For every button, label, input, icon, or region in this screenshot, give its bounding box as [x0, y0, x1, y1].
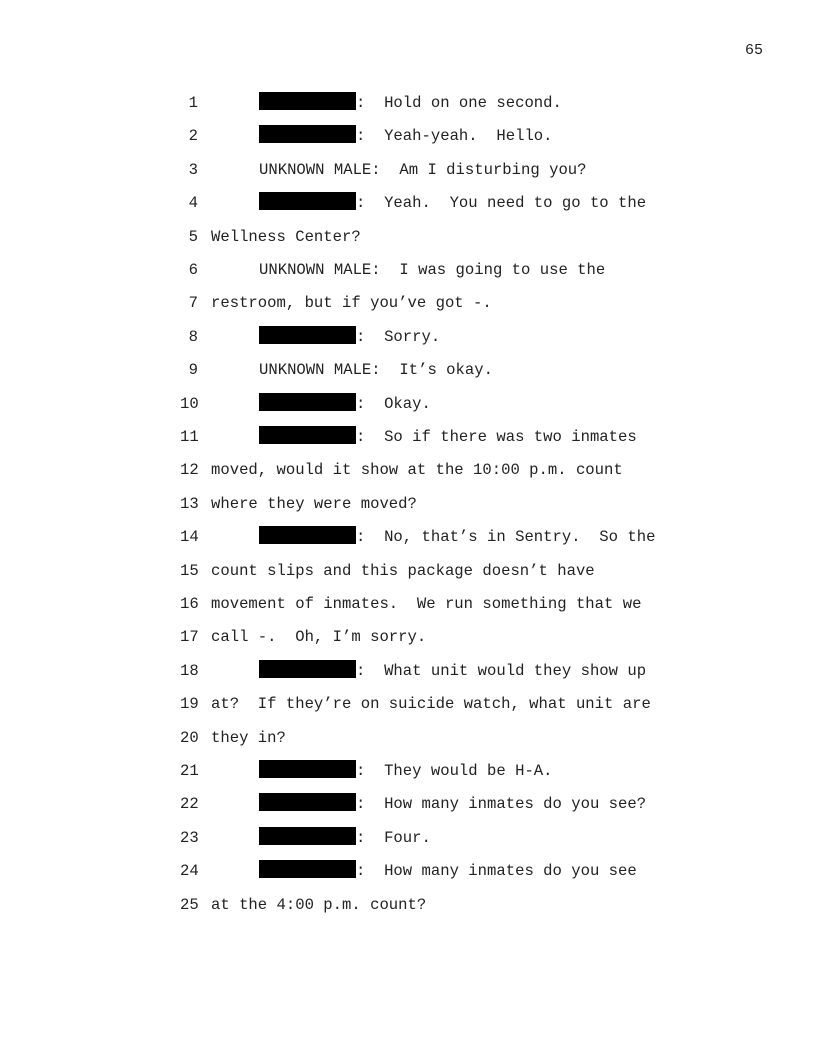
transcript-line: [0, 90, 816, 120]
transcript-line: [0, 858, 816, 888]
line-text-container: [259, 524, 655, 550]
line-text-container: [211, 624, 426, 650]
line-number: 17: [180, 628, 199, 647]
redacted-speaker-name: [259, 526, 356, 544]
line-text: call -. Oh, I’m sorry.: [211, 628, 427, 647]
redacted-speaker-name: [259, 660, 356, 678]
transcript-line: [0, 524, 816, 554]
line-number: 21: [180, 762, 199, 780]
transcript-line: [0, 892, 816, 922]
line-text: : No, that’s in Sentry. So the: [356, 528, 656, 547]
transcript-line: [0, 190, 816, 220]
line-text: : They would be H-A.: [356, 762, 553, 780]
line-text-container: [211, 691, 651, 717]
line-text: : What unit would they show up: [356, 661, 647, 680]
transcript-line: [0, 290, 816, 320]
line-text: : Okay.: [356, 394, 431, 413]
line-number: 23: [180, 828, 199, 847]
line-number: 9: [188, 361, 198, 380]
transcript-line: [0, 123, 816, 153]
line-text-container: [259, 758, 553, 784]
line-text: : Sorry.: [356, 327, 441, 346]
transcript-line: [0, 758, 816, 788]
line-text-container: [259, 157, 587, 183]
line-text-container: [259, 391, 431, 417]
line-text: : So if there was two inmates: [356, 428, 637, 446]
line-text-container: [259, 123, 553, 149]
line-number: 22: [180, 795, 199, 814]
transcript-line: [0, 424, 816, 454]
transcript-line: [0, 357, 816, 387]
line-number: 16: [180, 595, 199, 613]
line-text: UNKNOWN MALE: I was going to use the: [259, 261, 606, 279]
line-number: 19: [180, 695, 199, 714]
line-text: Wellness Center?: [211, 227, 361, 246]
line-text: at the 4:00 p.m. count?: [211, 895, 427, 914]
line-text-container: [259, 858, 637, 884]
line-number: 7: [188, 294, 198, 313]
line-number: 20: [180, 728, 199, 747]
redacted-speaker-name: [259, 192, 356, 210]
transcript-line: [0, 658, 816, 688]
redacted-speaker-name: [259, 860, 356, 878]
line-text: : Yeah. You need to go to the: [356, 194, 647, 213]
transcript-line: [0, 224, 816, 254]
line-text: count slips and this package doesn’t have: [211, 561, 595, 580]
line-text-container: [259, 257, 605, 283]
line-number: 3: [188, 160, 198, 179]
line-text: : How many inmates do you see: [356, 862, 637, 881]
line-text-container: [211, 725, 286, 751]
line-number: 13: [180, 494, 199, 513]
line-number: 6: [188, 261, 198, 279]
line-text-container: [211, 591, 641, 617]
transcript-line: [0, 558, 816, 588]
line-number: 10: [180, 394, 199, 413]
redacted-speaker-name: [259, 125, 356, 143]
line-text: UNKNOWN MALE: Am I disturbing you?: [259, 160, 587, 179]
line-text: movement of inmates. We run something that we: [211, 595, 642, 613]
transcript-line: [0, 457, 816, 487]
line-number: 25: [180, 895, 199, 914]
line-text-container: [259, 190, 646, 216]
line-text-container: [211, 558, 595, 584]
line-number: 2: [188, 127, 198, 146]
line-text: where they were moved?: [211, 494, 417, 513]
transcript-line: [0, 691, 816, 721]
transcript-line: [0, 825, 816, 855]
line-text: restroom, but if you’ve got -.: [211, 294, 492, 313]
line-number: 8: [188, 327, 198, 346]
transcript-line: [0, 324, 816, 354]
line-number: 5: [188, 227, 198, 246]
transcript-line: [0, 591, 816, 621]
line-text-container: [211, 290, 492, 316]
line-text-container: [259, 90, 562, 116]
line-number: 14: [180, 528, 199, 547]
line-text: UNKNOWN MALE: It’s okay.: [259, 361, 493, 380]
transcript-line: [0, 257, 816, 287]
line-number: 1: [188, 94, 198, 112]
line-text-container: [259, 791, 646, 817]
redacted-speaker-name: [259, 426, 356, 444]
line-text: moved, would it show at the 10:00 p.m. count: [211, 461, 623, 480]
transcript-line: [0, 391, 816, 421]
line-number: 12: [180, 461, 199, 480]
line-number: 15: [180, 561, 199, 580]
line-text: : Yeah-yeah. Hello.: [356, 127, 553, 146]
line-text: at? If they’re on suicide watch, what unit are: [211, 695, 651, 714]
line-text-container: [259, 424, 637, 450]
transcript-line: [0, 624, 816, 654]
line-text: they in?: [211, 728, 286, 747]
transcript-line: [0, 725, 816, 755]
transcript-line: [0, 791, 816, 821]
line-text-container: [211, 491, 417, 517]
line-text-container: [259, 357, 493, 383]
line-number: 24: [180, 862, 199, 881]
line-text: : Hold on one second.: [356, 94, 562, 112]
line-text: : Four.: [356, 828, 431, 847]
page-number: 65: [744, 42, 763, 59]
redacted-speaker-name: [259, 793, 356, 811]
transcript-line: [0, 491, 816, 521]
redacted-speaker-name: [259, 393, 356, 411]
redacted-speaker-name: [259, 92, 356, 110]
line-text-container: [259, 658, 646, 684]
line-number: 4: [188, 194, 198, 213]
redacted-speaker-name: [259, 326, 356, 344]
line-text: : How many inmates do you see?: [356, 795, 647, 814]
transcript-line: [0, 157, 816, 187]
redacted-speaker-name: [259, 827, 356, 845]
line-number: 18: [180, 661, 199, 680]
line-text-container: [211, 224, 361, 250]
line-text-container: [211, 892, 426, 918]
line-text-container: [211, 457, 623, 483]
line-number: 11: [180, 428, 199, 446]
line-text-container: [259, 825, 431, 851]
redacted-speaker-name: [259, 760, 356, 778]
line-text-container: [259, 324, 440, 350]
